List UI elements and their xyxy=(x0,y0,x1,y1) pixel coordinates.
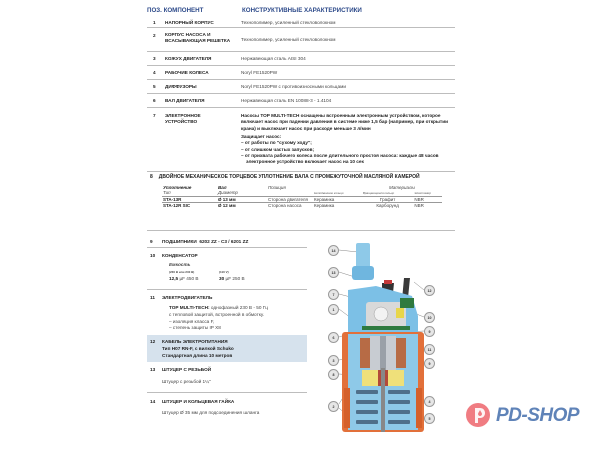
row-number: 4 xyxy=(153,70,156,75)
row-component: ВАЛ ДВИГАТЕЛЯ xyxy=(165,98,205,103)
table-row xyxy=(147,108,455,172)
row-number: 12 xyxy=(150,339,156,344)
capacity-col1-value xyxy=(169,276,199,283)
nozzle-value: Штуцер Ø 35 мм для подсоединения шланга xyxy=(162,410,260,415)
seal-position: Сторона насоса xyxy=(267,202,313,208)
callout-badge: 6 xyxy=(328,332,339,343)
row-number: 10 xyxy=(150,253,156,258)
seal-diameter: Ø 12 мм xyxy=(217,202,267,208)
seal-header-materials: Материалы xyxy=(389,184,415,190)
seal-row xyxy=(162,202,442,208)
row-value xyxy=(241,113,453,166)
row-component: ЭЛЕКТРОННОЕ УСТРОЙСТВО xyxy=(165,113,201,125)
row-value: Технополимер, усиленный стекловолокном xyxy=(241,37,336,42)
row-component: ШТУЦЕР И КОЛЬЦЕВАЯ ГАЙКА xyxy=(162,399,235,404)
callout-badge: 7 xyxy=(328,289,339,300)
bearings-row xyxy=(147,236,307,248)
table-row xyxy=(147,66,455,80)
bearings-label: ПОДШИПНИКИ xyxy=(162,239,197,244)
callout-badge: 12 xyxy=(424,285,435,296)
table-row xyxy=(147,80,455,94)
table-row xyxy=(147,28,455,52)
callout-badge: 4 xyxy=(424,396,435,407)
pump-diagram xyxy=(326,238,446,438)
callout-badge: 14 xyxy=(328,245,339,256)
row-number: 6 xyxy=(153,98,156,103)
bearings-value: 6202 ZZ - C3 / 6201 ZZ xyxy=(199,239,249,244)
callout-badge: 3 xyxy=(328,355,339,366)
seal-type: STA-13R xyxy=(162,196,217,202)
seal-rotating: Карборунд xyxy=(362,202,414,208)
protect-item: – от слишком частых запусков; xyxy=(241,146,315,152)
seal-header-position: Позиция xyxy=(268,184,286,190)
capacity-value: 30 xyxy=(219,276,225,281)
electronic-device-description: Насосы TOP MULTI-TECH оснащены встроенным электронным устройством, которое включает насос при падении давления в системе ниже 1,5 бар (например, при открытии крана) и выключает насос при расходе меньше 3 л/мин xyxy=(241,113,448,131)
callout-badge: 10 xyxy=(424,312,435,323)
seal-elastomer: NBR xyxy=(413,202,442,208)
callout-badge: 13 xyxy=(328,267,339,278)
row-component: НАПОРНЫЙ КОРПУС xyxy=(165,20,214,25)
row-number: 11 xyxy=(150,295,155,300)
cable-row xyxy=(147,335,307,362)
capacity-unit: µF 250 В xyxy=(225,276,245,281)
row-component: РАБОЧИЕ КОЛЕСА xyxy=(165,70,209,75)
capacity-unit: µF 450 В xyxy=(179,276,199,281)
cable-length: Стандартная длина 10 метров xyxy=(162,353,233,358)
callout-badge: 1 xyxy=(328,304,339,315)
protect-item: – от работы по "сухому ходу"; xyxy=(241,140,312,146)
seal-title-text: ДВОЙНОЕ МЕХАНИЧЕСКОЕ ТОРЦЕВОЕ УПЛОТНЕНИЕ ВАЛА С ПРОМЕЖУТОЧНОЙ МАСЛЯНОЙ КАМЕРОЙ xyxy=(158,174,420,180)
row-number: 3 xyxy=(153,56,156,61)
row-value: Нержавеющая сталь AISI 304 xyxy=(241,56,306,61)
row-number: 8 xyxy=(150,174,153,180)
seal-diameter: Ø 13 мм xyxy=(217,196,267,202)
logo-text: PD-SHOP xyxy=(496,405,580,426)
row-number: 9 xyxy=(150,239,153,244)
protects-label: Защищает насос: xyxy=(241,134,282,140)
cable-type: Тип H07 RN-F, с вилкой Schuko xyxy=(162,346,234,351)
capacity-col2-label: (110 V) xyxy=(219,270,229,274)
row-component: КОНДЕНСАТОР xyxy=(162,253,198,258)
callout-badge: 9 xyxy=(424,326,435,337)
water-drop-p-icon xyxy=(466,403,490,427)
row-component: ЭЛЕКТРОДВИГАТЕЛЬ xyxy=(162,295,213,300)
capacity-col1-label: (230 В или 240 В) xyxy=(169,270,195,274)
nozzle-row xyxy=(147,394,307,424)
motor-row xyxy=(147,291,307,335)
capacity-label: Емкость xyxy=(169,262,191,267)
row-value: Noryl FE1520PW с противоизносными кольцами xyxy=(241,84,346,89)
seal-header-diameter: Диаметр xyxy=(218,190,238,196)
row-number: 13 xyxy=(150,367,156,372)
callout-badge: 9 xyxy=(424,358,435,369)
row-number: 1 xyxy=(153,20,156,25)
row-number: 5 xyxy=(153,84,156,89)
motor-line: с тепловой защитой, встроенной в обмотку. xyxy=(169,311,264,317)
row-value: Нержавеющая сталь EN 10088-3 - 1.4104 xyxy=(241,98,332,103)
pump-cutaway-illustration xyxy=(326,238,446,438)
pd-shop-logo xyxy=(466,403,596,427)
callout-badge: 5 xyxy=(424,413,435,424)
row-number: 2 xyxy=(153,33,156,38)
row-component: ДИФФУЗОРЫ xyxy=(165,84,197,89)
callout-badge: 11 xyxy=(424,344,435,355)
row-component: ШТУЦЕР С РЕЗЬБОЙ xyxy=(162,367,212,372)
header-characteristics: КОНСТРУКТИВНЫЕ ХАРАКТЕРИСТИКИ xyxy=(242,7,362,14)
motor-description xyxy=(169,305,268,332)
seal-title xyxy=(147,174,420,180)
logo-badge-icon xyxy=(466,403,490,427)
motor-line: – изоляция класса F, xyxy=(169,318,215,324)
protect-item: – от прихвата рабочего колеса после длительного простоя насоса: каждые 48 часов электронное устройство включает насос на 10 сек xyxy=(241,153,439,165)
table-row xyxy=(147,94,455,108)
row-number: 7 xyxy=(153,113,156,118)
seal-table xyxy=(162,184,442,208)
seal-rotating: Графит xyxy=(362,196,414,202)
row-component xyxy=(162,239,248,244)
seal-elastomer: NBR xyxy=(413,196,442,202)
row-component: КОЖУХ ДВИГАТЕЛЯ xyxy=(165,56,212,61)
row-value: Технополимер, усиленный стекловолокном xyxy=(241,20,336,25)
header-position-component: ПОЗ. КОМПОНЕНТ xyxy=(147,7,204,14)
seal-header-rotating: Вращающееся кольцо xyxy=(362,190,395,195)
capacity-value: 12,5 xyxy=(169,276,179,281)
table-row xyxy=(147,17,455,28)
seal-position: Сторона двигателя xyxy=(267,196,313,202)
seal-header-shaft: Вал xyxy=(218,184,227,190)
threaded-value: Штуцер с резьбой 1¼" xyxy=(162,379,211,384)
threaded-row xyxy=(147,362,307,393)
motor-brand: TOP MULTI-TECH: xyxy=(169,305,210,310)
table-row xyxy=(147,52,455,66)
seal-header-type: Тип xyxy=(163,190,171,196)
divider xyxy=(147,230,455,231)
callout-badge: 2 xyxy=(328,401,339,412)
seal-header-stationary: Неподвижное кольцо xyxy=(314,190,344,195)
capacity-col2-value xyxy=(219,276,245,283)
row-component: КОРПУС НАСОСА И ВСАСЫВАЮЩАЯ РЕШЕТКА xyxy=(165,32,231,44)
motor-line: – степень защиты IP X8 xyxy=(169,325,221,331)
row-number: 14 xyxy=(150,399,156,404)
seal-stationary: Керамика xyxy=(313,202,362,208)
seal-header-seal: Уплотнение xyxy=(163,184,192,190)
callout-badge: 8 xyxy=(328,369,339,380)
capacitor-row xyxy=(147,249,307,290)
motor-line: однофазный 230 В - 50 Гц xyxy=(209,305,268,310)
row-value: Noryl FE1520PW xyxy=(241,70,278,75)
seal-type: STA-12R SIC xyxy=(162,202,217,208)
row-component: КАБЕЛЬ ЭЛЕКТРОПИТАНИЯ xyxy=(162,339,228,344)
seal-stationary: Керамика xyxy=(313,196,362,202)
seal-header-elastomer: Эластомер xyxy=(414,190,431,195)
